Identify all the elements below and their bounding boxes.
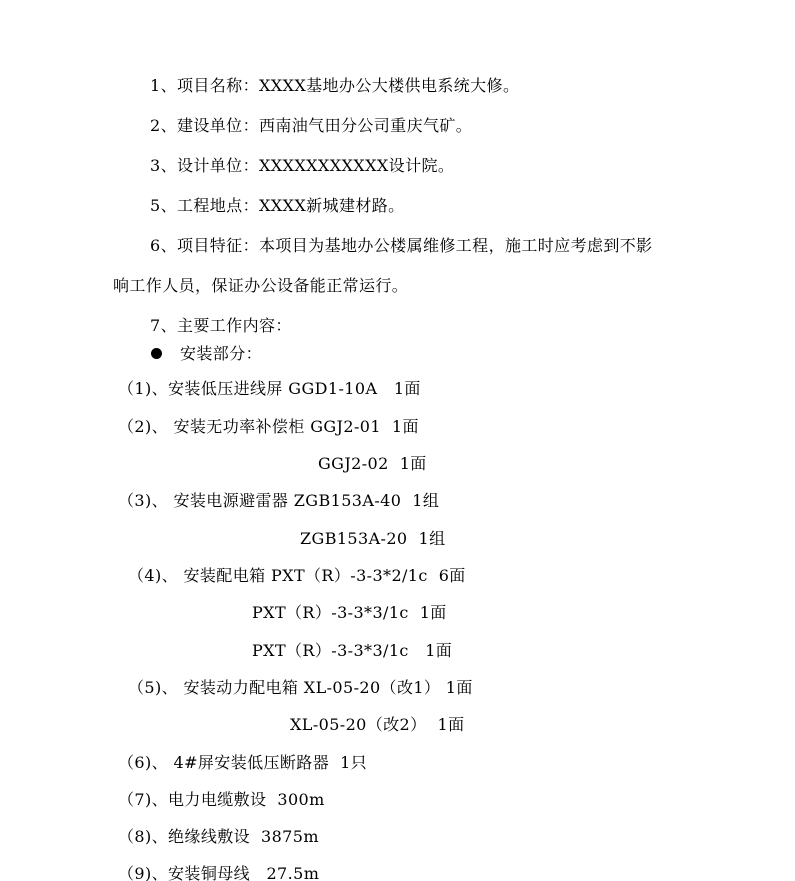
work-item-3: （3)、 安装电源避雷器 ZGB153A-40 1组 xyxy=(118,491,440,510)
work-item-1: （1)、安装低压进线屏 GGD1-10A 1面 xyxy=(118,379,421,398)
item-construction-unit: 2、建设单位：西南油气田分公司重庆气矿。 xyxy=(150,116,473,135)
work-item-4: （4)、 安装配电箱 PXT（R）-3-3*2/1c 6面 xyxy=(128,566,466,585)
item-project-location: 5、工程地点：XXXX新城建材路。 xyxy=(150,196,405,215)
item-project-name: 1、项目名称：XXXX基地办公大楼供电系统大修。 xyxy=(150,76,520,95)
work-item-5: （5)、 安装动力配电箱 XL-05-20（改1） 1面 xyxy=(128,678,473,697)
item-design-unit: 3、设计单位：XXXXXXXXXXX设计院。 xyxy=(150,156,455,175)
work-item-9: （9)、安装铜母线 27.5m xyxy=(118,864,320,881)
work-item-3-cont: ZGB153A-20 1组 xyxy=(300,529,446,548)
work-item-8: （8)、绝缘线敷设 3875m xyxy=(118,827,319,846)
item-project-features-cont: 响工作人员，保证办公设备能正常运行。 xyxy=(113,276,409,295)
work-item-2: （2)、 安装无功率补偿柜 GGJ2-01 1面 xyxy=(118,417,419,436)
work-item-4-cont-b: PXT（R）-3-3*3/1c 1面 xyxy=(252,641,453,660)
work-item-7: （7)、电力电缆敷设 300m xyxy=(118,790,325,809)
item-main-work-heading: 7、主要工作内容： xyxy=(150,316,292,335)
work-item-5-cont: XL-05-20（改2） 1面 xyxy=(290,715,465,734)
work-item-4-cont-a: PXT（R）-3-3*3/1c 1面 xyxy=(252,603,447,622)
bullet-icon xyxy=(151,348,162,359)
item-project-features: 6、项目特征：本项目为基地办公楼属维修工程，施工时应考虑到不影 xyxy=(150,236,653,255)
section-installation: 安装部分： xyxy=(180,344,263,363)
work-item-2-cont: GGJ2-02 1面 xyxy=(318,454,427,473)
work-item-6: （6)、 4#屏安装低压断路器 1只 xyxy=(118,753,368,772)
